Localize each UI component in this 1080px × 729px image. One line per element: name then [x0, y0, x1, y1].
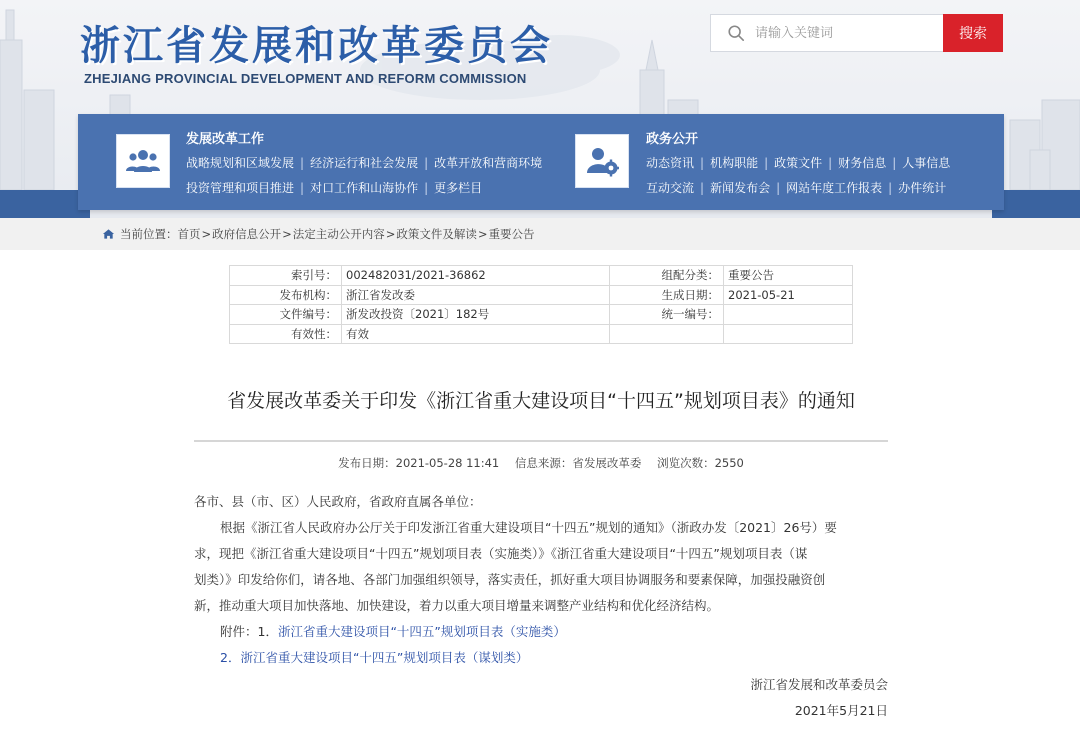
nav-separator: |	[776, 181, 781, 195]
search-icon	[727, 24, 745, 42]
sign-date: 2021年5月21日	[794, 703, 888, 718]
breadcrumb-gov-info[interactable]: 政府信息公开	[212, 227, 282, 241]
nav-separator: |	[888, 181, 893, 195]
paragraph-line: 新，推动重大项目加快落地、加快建设，着力以重大项目增量来调整产业结构和优化经济结构。	[194, 598, 720, 613]
paragraph-line: 根据《浙江省人民政府办公厅关于印发浙江省重大建设项目“十四五”规划的通知》（浙政办发〔2021〕26号）要	[220, 520, 837, 535]
attachment-2	[220, 648, 528, 666]
paragraph-line: 求，现把《浙江省重大建设项目“十四五”规划项目表（实施类）》《浙江省重大建设项目“十四五”规划项目表（谋	[194, 546, 808, 561]
team-icon	[116, 134, 170, 188]
index-value: 002482031/2021-36862	[342, 266, 610, 286]
nav-row-2	[186, 179, 482, 196]
paragraph-line: 划类）》印发给你们，请各地、各部门加强组织领导，落实责任，抓好重大项目协调服务和要素保障，加强投融资创	[194, 572, 826, 587]
search-input[interactable]	[755, 26, 925, 41]
breadcrumb-policy-docs[interactable]: 政策文件及解读	[396, 227, 477, 241]
validity-value: 有效	[342, 324, 610, 344]
nav-separator: |	[424, 156, 429, 170]
table-row	[230, 305, 853, 325]
breadcrumb-separator: >	[385, 227, 396, 241]
title-divider	[194, 440, 888, 442]
breadcrumb-announcements[interactable]: 重要公告	[488, 227, 535, 241]
attachment-link-planning[interactable]: 浙江省重大建设项目“十四五”规划项目表（谋划类）	[240, 650, 529, 665]
category-value: 重要公告	[724, 266, 853, 286]
nav-group-development-reform	[78, 114, 543, 210]
nav-separator: |	[424, 181, 429, 195]
site-title-cn: 浙江省发展和改革委员会	[80, 23, 553, 69]
nav-separator: |	[300, 156, 305, 170]
nav-separator: |	[700, 181, 705, 195]
salutation: 各市、县（市、区）人民政府，省政府直属各单位：	[194, 494, 482, 509]
attachment-2-prefix[interactable]: 2．	[220, 650, 241, 665]
document-info-table	[229, 265, 853, 344]
table-row	[230, 324, 853, 344]
nav-link-strategy-planning[interactable]: 战略规划和区域发展	[186, 156, 295, 170]
nav-separator: |	[300, 181, 305, 195]
nav-separator: |	[828, 156, 833, 170]
nav-link-finance-info[interactable]: 财务信息	[838, 156, 887, 170]
nav-link-interaction[interactable]: 互动交流	[646, 181, 695, 195]
nav-link-case-statistics[interactable]: 办件统计	[898, 181, 947, 195]
breadcrumb	[102, 226, 535, 242]
breadcrumb-separator: >	[282, 227, 292, 241]
nav-link-functions[interactable]: 机构职能	[710, 156, 759, 170]
nav-separator: |	[764, 156, 769, 170]
created-date-value: 2021-05-21	[724, 285, 853, 305]
attachment-1	[220, 622, 566, 640]
document-title: 省发展改革委关于印发《浙江省重大建设项目“十四五”规划项目表》的通知	[227, 390, 855, 412]
created-date-label: 生成日期：	[610, 285, 724, 305]
search-box	[710, 14, 944, 52]
breadcrumb-home[interactable]: 首页	[177, 227, 201, 241]
nav-row-1	[186, 154, 542, 171]
nav-link-press-conference[interactable]: 新闻发布会	[710, 181, 771, 195]
nav-heading-development-reform[interactable]: 发展改革工作	[186, 132, 265, 147]
nav-panel-shadow	[90, 210, 992, 218]
unified-number-value	[724, 305, 853, 325]
category-label: 组配分类：	[610, 266, 724, 286]
document-meta	[194, 455, 888, 471]
breadcrumb-statutory[interactable]: 法定主动公开内容	[292, 227, 385, 241]
issuer-label: 发布机构：	[230, 285, 342, 305]
view-count: 浏览次数：2550	[657, 456, 744, 470]
main-nav-panel	[78, 114, 1004, 210]
nav-link-reform-opening[interactable]: 改革开放和营商环境	[434, 156, 543, 170]
nav-link-economic-operation[interactable]: 经济运行和社会发展	[310, 156, 419, 170]
nav-separator: |	[892, 156, 897, 170]
search-button[interactable]: 搜索	[943, 14, 1003, 52]
nav-link-counterpart-work[interactable]: 对口工作和山海协作	[310, 181, 419, 195]
nav-row-1	[646, 154, 950, 171]
empty-cell	[610, 324, 724, 344]
empty-cell	[724, 324, 853, 344]
nav-link-investment-management[interactable]: 投资管理和项目推进	[186, 181, 295, 195]
home-icon	[102, 228, 115, 240]
nav-row-2	[646, 179, 946, 196]
table-row	[230, 285, 853, 305]
breadcrumb-separator: >	[477, 227, 488, 241]
nav-link-annual-report[interactable]: 网站年度工作报表	[786, 181, 883, 195]
unified-number-label: 统一编号：	[610, 305, 724, 325]
table-row	[230, 266, 853, 286]
nav-link-news[interactable]: 动态资讯	[646, 156, 695, 170]
nav-separator: |	[700, 156, 705, 170]
validity-label: 有效性：	[230, 324, 342, 344]
nav-link-personnel-info[interactable]: 人事信息	[902, 156, 951, 170]
doc-number-label: 文件编号：	[230, 305, 342, 325]
info-source: 信息来源：省发展改革委	[514, 456, 642, 470]
nav-heading-government-affairs[interactable]: 政务公开	[646, 132, 699, 147]
doc-number-value: 浙发改投资〔2021〕182号	[342, 305, 610, 325]
breadcrumb-prefix: 当前位置：	[120, 227, 178, 241]
attachment-link-implementation[interactable]: 浙江省重大建设项目“十四五”规划项目表（实施类）	[277, 624, 566, 639]
publish-date: 发布日期：2021-05-28 11:41	[338, 456, 500, 470]
nav-link-policy-docs[interactable]: 政策文件	[774, 156, 823, 170]
nav-link-more-columns[interactable]: 更多栏目	[434, 181, 483, 195]
user-settings-icon	[575, 134, 629, 188]
signer: 浙江省发展和改革委员会	[750, 677, 888, 692]
nav-group-government-affairs	[538, 114, 1004, 210]
site-title-en: ZHEJIANG PROVINCIAL DEVELOPMENT AND REFORM COMMISSION	[84, 71, 527, 86]
issuer-value: 浙江省发改委	[342, 285, 610, 305]
breadcrumb-separator: >	[201, 227, 212, 241]
index-label: 索引号：	[230, 266, 342, 286]
attachment-prefix: 附件：1．	[220, 624, 278, 639]
